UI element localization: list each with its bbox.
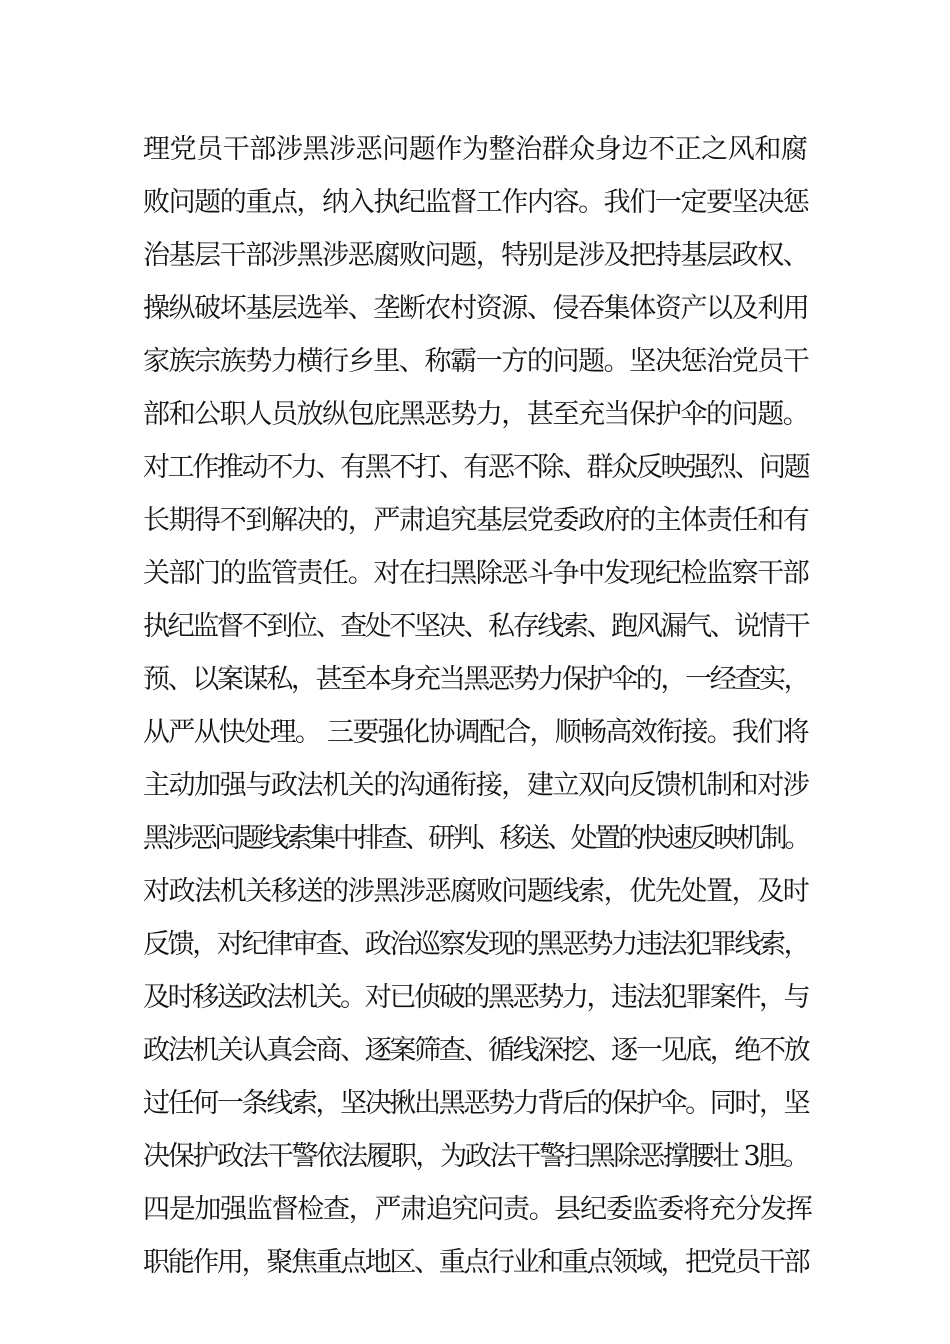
- text-line: 政法机关认真会商、逐案筛查、循线深挖、逐一见底，绝不放: [143, 1035, 809, 1066]
- text-line: 部和公职人员放纵包庇黑恶势力，甚至充当保护伞的问题。: [143, 399, 809, 430]
- text-line: 预、以案谋私，甚至本身充当黑恶势力保护伞的，一经查实，: [143, 664, 809, 695]
- text-line: 理党员干部涉黑涉恶问题作为整治群众身边不正之风和腐: [143, 134, 808, 165]
- text-line: 长期得不到解决的，严肃追究基层党委政府的主体责任和有: [143, 505, 809, 536]
- text-line: 败问题的重点，纳入执纪监督工作内容。我们一定要坚决惩: [143, 187, 809, 218]
- text-line: 操纵破坏基层选举、垄断农村资源、侵吞集体资产以及利用: [143, 293, 809, 324]
- text-line: 及时移送政法机关。对已侦破的黑恶势力，违法犯罪案件，与: [143, 982, 809, 1013]
- text-line: 职能作用，聚焦重点地区、重点行业和重点领域，把党员干部: [143, 1247, 809, 1278]
- text-line: 对工作推动不力、有黑不打、有恶不除、群众反映强烈、问题: [143, 452, 809, 483]
- text-line: 过任何一条线索，坚决揪出黑恶势力背后的保护伞。同时，坚: [143, 1088, 809, 1119]
- text-line: 从严从快处理。 三要强化协调配合，顺畅高效衔接。我们将: [143, 717, 808, 748]
- text-line: 治基层干部涉黑涉恶腐败问题，特别是涉及把持基层政权、: [143, 240, 809, 271]
- text-line: 对政法机关移送的涉黑涉恶腐败问题线索，优先处置，及时: [143, 876, 809, 907]
- text-line: 四是加强监督检查，严肃追究问责。县纪委监委将充分发挥: [143, 1194, 812, 1225]
- text-line: 家族宗族势力横行乡里、称霸一方的问题。坚决惩治党员干: [143, 346, 809, 377]
- text-line: 关部门的监管责任。对在扫黑除恶斗争中发现纪检监察干部: [143, 558, 809, 589]
- text-line: 反馈，对纪律审查、政治巡察发现的黑恶势力违法犯罪线索，: [143, 929, 809, 960]
- text-line: 主动加强与政法机关的沟通衔接，建立双向反馈机制和对涉: [143, 770, 809, 801]
- text-line: 黑涉恶问题线索集中排查、研判、移送、处置的快速反映机制。: [143, 823, 809, 854]
- text-line: 执纪监督不到位、查处不坚决、私存线索、跑风漏气、说情干: [143, 611, 809, 642]
- text-line: 决保护政法干警依法履职，为政法干警扫黑除恶撑腰壮 3胆。: [143, 1141, 808, 1172]
